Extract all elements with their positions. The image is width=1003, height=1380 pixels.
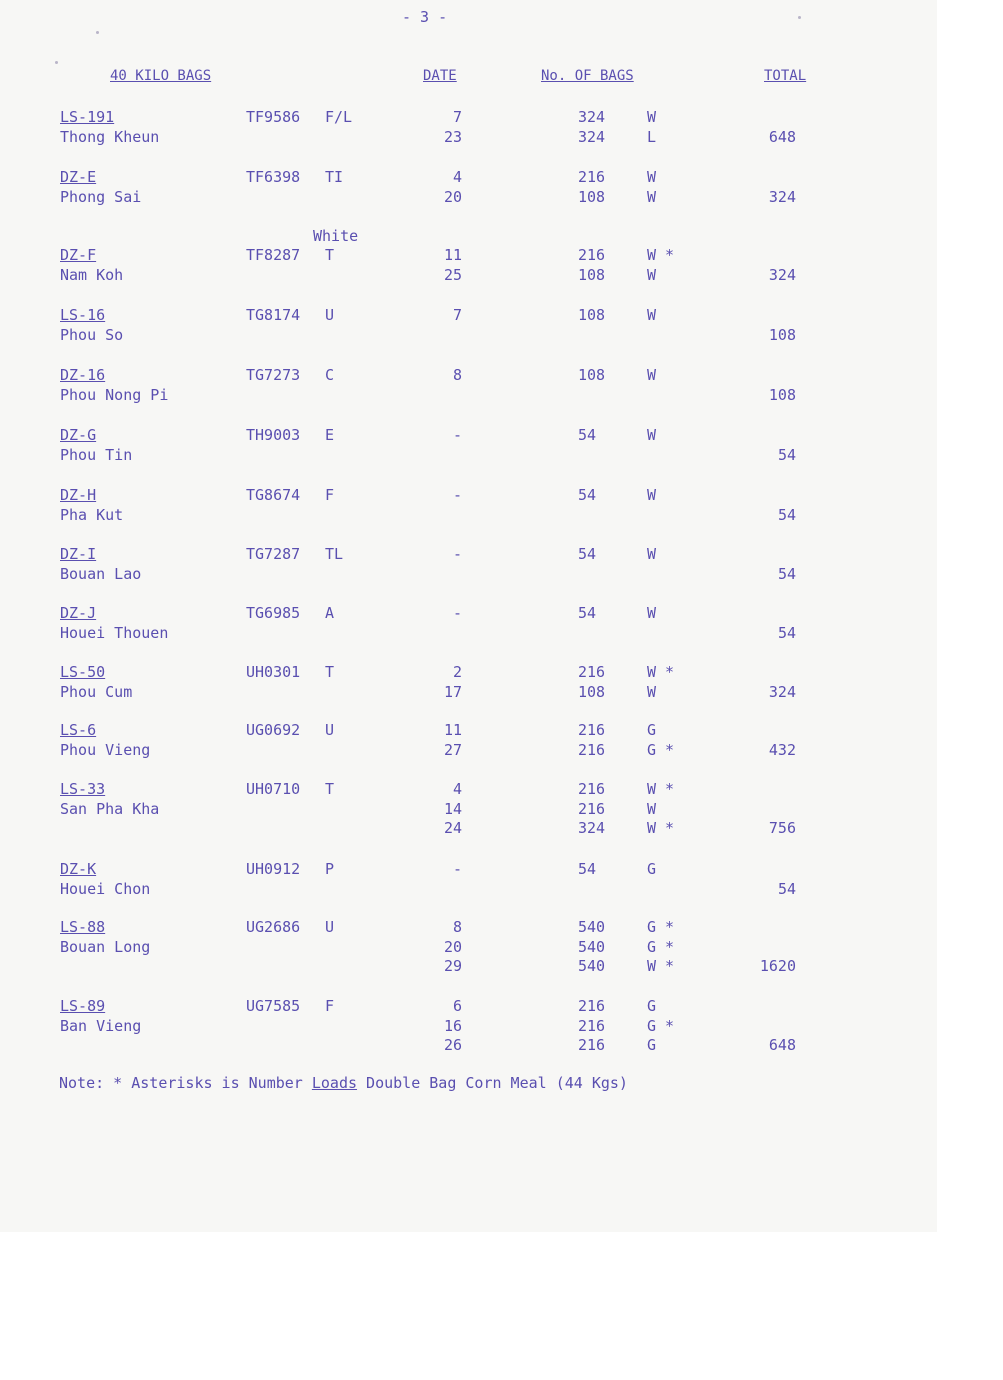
row-total: 108 [768,325,796,344]
site-name: Bouan Long [60,937,151,956]
drop-date: 17 [443,682,462,701]
row-total: 756 [768,819,796,837]
site-code: DZ-F [60,246,97,264]
bag-flag: G * [647,740,675,759]
row-total: 324 [768,265,796,284]
site-code: DZ-H [60,486,97,504]
row-total: 648 [768,1036,796,1054]
bag-flag: G [647,997,657,1015]
drop-date: 4 [452,168,462,186]
row-total: 54 [777,623,796,642]
site-name: Ban Vieng [60,1016,142,1035]
bag-count: 108 [578,682,606,701]
drop-date: 11 [443,721,462,739]
row-total: 648 [768,127,796,146]
bag-flag: G [647,1036,657,1054]
drop-date: 2 [452,663,462,681]
site-code: LS-89 [60,997,106,1015]
row-total: 1620 [759,957,796,975]
bag-count: 216 [578,663,606,681]
drop-date: - [452,860,462,878]
grade-code: T [325,780,335,798]
bag-flag: W * [647,663,675,681]
site-name: Houei Chon [60,879,151,898]
bag-count: 108 [578,306,606,324]
row-total: 54 [777,879,796,898]
drop-date: 20 [443,937,462,956]
header-no-of-bags: No. OF BAGS [541,68,634,84]
drop-date: - [452,486,462,504]
bag-count: 216 [578,721,606,739]
grade-code: TI [325,168,344,186]
grade-code: T [325,246,335,264]
bag-count: 216 [578,1036,606,1054]
bag-flag: W * [647,957,675,975]
bag-count: 324 [578,819,606,837]
bag-count: 108 [578,265,606,284]
grid-reference: TG8174 [246,306,301,324]
bag-count: 324 [578,127,606,146]
drop-date: 29 [443,957,462,975]
bag-count: 54 [578,486,597,504]
row-total: 54 [777,564,796,583]
grid-reference: TH9003 [246,426,301,444]
drop-date: - [452,426,462,444]
grid-reference: UG7585 [246,997,301,1015]
site-code: DZ-E [60,168,97,186]
site-name: Bouan Lao [60,564,142,583]
bag-count: 540 [578,918,606,936]
grade-code: U [325,721,335,739]
bag-flag: G * [647,1016,675,1035]
grade-code: C [325,366,335,384]
bag-flag: W [647,366,657,384]
grid-reference: UH0710 [246,780,301,798]
bag-flag: G * [647,937,675,956]
bag-flag: W * [647,819,675,837]
bag-flag: G [647,721,657,739]
bag-count: 54 [578,426,597,444]
grade-code: P [325,860,335,878]
bag-flag: W [647,486,657,504]
bag-count: 216 [578,799,606,818]
site-code: LS-191 [60,108,115,126]
drop-date: 6 [452,997,462,1015]
bag-flag: W [647,545,657,563]
row-total: 324 [768,187,796,206]
bag-flag: W [647,306,657,324]
site-name: Phou Cum [60,682,133,701]
site-name: Pha Kut [60,505,124,524]
site-name: Phou Vieng [60,740,151,759]
bag-count: 324 [578,108,606,126]
drop-date: 20 [443,187,462,206]
bag-count: 108 [578,366,606,384]
drop-date: 16 [443,1016,462,1035]
grid-reference: TF8287 [246,246,301,264]
footnote-suffix: Double Bag Corn Meal (44 Kgs) [357,1074,628,1092]
bag-flag: W * [647,246,675,264]
site-name: Phou Nong Pi [60,385,169,404]
drop-date: 24 [443,819,462,837]
bag-count: 108 [578,187,606,206]
drop-date: - [452,545,462,563]
site-code: DZ-16 [60,366,106,384]
bag-count: 540 [578,937,606,956]
grade-code: T [325,663,335,681]
drop-date: 7 [452,108,462,126]
bag-count: 54 [578,545,597,563]
grid-reference: TG7287 [246,545,301,563]
site-name: Phou So [60,325,124,344]
bag-flag: W [647,168,657,186]
site-code: DZ-K [60,860,97,878]
bag-count: 54 [578,604,597,622]
bag-flag: W [647,108,657,126]
bag-count: 216 [578,168,606,186]
site-code: LS-88 [60,918,106,936]
grid-reference: UG2686 [246,918,301,936]
drop-date: 23 [443,127,462,146]
bag-count: 216 [578,246,606,264]
site-code: LS-33 [60,780,106,798]
grade-code: A [325,604,335,622]
bag-count: 540 [578,957,606,975]
site-code: LS-6 [60,721,97,739]
site-code: LS-16 [60,306,106,324]
grid-reference: UH0301 [246,663,301,681]
grid-reference: UH0912 [246,860,301,878]
drop-date: 4 [452,780,462,798]
bag-count: 54 [578,860,597,878]
drop-date: 8 [452,366,462,384]
header-total: TOTAL [764,68,807,84]
grid-reference: TG7273 [246,366,301,384]
grade-code: F/L [325,108,353,126]
bag-flag: W [647,682,657,701]
row-total: 54 [777,505,796,524]
bag-flag: L [647,127,657,146]
drop-date: 14 [443,799,462,818]
bag-flag: W [647,187,657,206]
drop-date: 27 [443,740,462,759]
drop-date: 26 [443,1036,462,1054]
bag-flag: W * [647,780,675,798]
bag-count: 216 [578,1016,606,1035]
site-name: Phong Sai [60,187,142,206]
grid-reference: TF6398 [246,168,301,186]
grid-reference: TG6985 [246,604,301,622]
drop-date: 11 [443,246,462,264]
footnote-prefix: Note: * Asterisks is Number [59,1074,312,1092]
site-code: DZ-I [60,545,97,563]
grade-code: F [325,486,335,504]
paper-speck [798,16,801,19]
bag-flag: W [647,426,657,444]
footnote-underlined: Loads [311,1074,358,1092]
bag-count: 216 [578,740,606,759]
row-total: 54 [777,445,796,464]
drop-date: - [452,604,462,622]
grade-code: U [325,918,335,936]
paper-speck [55,61,58,64]
site-code: LS-50 [60,663,106,681]
bag-flag: W [647,604,657,622]
drop-date: 7 [452,306,462,324]
grade-code: TL [325,545,344,563]
drop-date: 25 [443,265,462,284]
site-code: DZ-G [60,426,97,444]
footnote [59,1074,628,1092]
site-name: Houei Thouen [60,623,169,642]
page-number: - 3 - [402,8,448,26]
bag-flag: G [647,860,657,878]
bag-count: 216 [578,780,606,798]
drop-date: 8 [452,918,462,936]
site-name: Phou Tin [60,445,133,464]
row-total: 324 [768,682,796,701]
grade-code: F [325,997,335,1015]
grid-reference: TF9586 [246,108,301,126]
row-total: 432 [768,740,796,759]
site-code: DZ-J [60,604,97,622]
site-name: San Pha Kha [60,799,160,818]
row-total: 108 [768,385,796,404]
site-name: Nam Koh [60,265,124,284]
grid-reference: TG8674 [246,486,301,504]
bag-flag: W [647,265,657,284]
grid-reference: UG0692 [246,721,301,739]
paper-speck [96,31,99,34]
grade-code: E [325,426,335,444]
header-date: DATE [423,68,457,84]
bag-flag: W [647,799,657,818]
site-name: Thong Kheun [60,127,160,146]
bag-flag: G * [647,918,675,936]
bag-count: 216 [578,997,606,1015]
grade-code: U [325,306,335,324]
grade-note: White [313,226,359,245]
header-bags: 40 KILO BAGS [110,68,212,84]
